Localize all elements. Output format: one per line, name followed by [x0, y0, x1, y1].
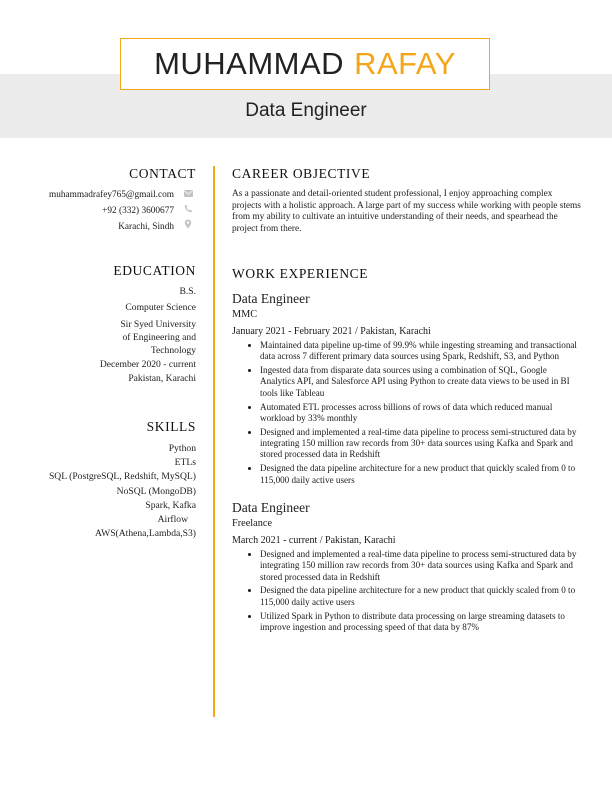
name-box: [120, 38, 490, 90]
objective-text: As a passionate and detail-oriented student professional, I enjoy approaching complex projects with a holistic approach. A large part of my success while working with people stems from my ability to cultivate an intuitive understanding of their needs, and spearhead the project from there.: [232, 189, 581, 234]
location-pin-icon: [180, 219, 196, 236]
education-location: Pakistan, Karachi: [128, 373, 196, 384]
contact-email-row: [49, 188, 196, 204]
job-bullets: [232, 340, 582, 486]
objective-section: [232, 166, 582, 235]
job-title-entry: Data Engineer: [232, 499, 310, 515]
contact-heading: CONTACT: [129, 166, 196, 181]
job-bullet: • Maintained data pipeline up-time of 99.9% while ingesting streaming and transactional data across 7 different primary data sources using Spark, Redshift, S3, and Python: [260, 340, 582, 363]
contact-section: [49, 166, 196, 236]
education-degree: B.S.: [179, 286, 196, 297]
last-name: RAFAY: [354, 46, 456, 81]
school-line: Technology: [150, 345, 196, 356]
contact-phone-row: [49, 204, 196, 220]
skill-item: Spark, Kafka: [145, 499, 196, 511]
education-school: [100, 318, 196, 357]
job-bullet: • Designed the data pipeline architecture for a new product that quickly scaled from 0 to 115,000 daily active users: [260, 463, 582, 486]
skill-item: AWS(Athena,Lambda,S3): [94, 528, 196, 540]
skill-item: Python: [168, 443, 196, 454]
job-bullet: • Ingested data from disparate data sources using a combination of SQL, Google Analytics API, and Salesforce API using Python to create data views to be used in BI tools like Tableau: [260, 365, 582, 399]
job-bullet: • Utilized Spark in Python to distribute data processing on large streaming datasets to improve ingestion and processing speed of that data by 87%: [260, 611, 582, 634]
skills-list: [49, 442, 196, 541]
envelope-icon: [180, 188, 196, 204]
job-title: Data Engineer: [245, 100, 367, 121]
skill-item: SQL (PostgreSQL, Redshift, MySQL): [48, 471, 196, 483]
job-title-entry: Data Engineer: [232, 291, 310, 306]
job-bullet: • Designed and implemented a real-time data pipeline to process semi-structured data by integrating 150 million raw records from 30+ data sources using Kafka and Spark and stored processed data in Redshift: [260, 427, 582, 461]
job-dates: January 2021 - February 2021 / Pakistan, Karachi: [232, 326, 431, 337]
job-bullets: [232, 549, 582, 633]
skill-item: NoSQL (MongoDB): [116, 485, 196, 497]
education-dates: December 2020 - current: [99, 359, 196, 370]
first-name: MUHAMMAD: [154, 46, 345, 81]
school-line: Sir Syed University: [120, 319, 196, 330]
skills-section: [49, 419, 196, 541]
job-entry: [232, 291, 582, 486]
job-bullet: • Designed and implemented a real-time data pipeline to process semi-structured data by integrating 150 million raw records from 30+ data sources using Kafka and Spark and stored processed data in Redshift: [260, 549, 582, 583]
section-divider: [213, 166, 215, 717]
job-company: MMC: [232, 309, 258, 320]
objective-heading: CAREER OBJECTIVE: [232, 166, 371, 181]
job-entry: [232, 500, 582, 633]
skill-item: ETLs: [174, 457, 196, 469]
skill-item: Airflow: [157, 514, 188, 526]
experience-section: [232, 266, 582, 636]
contact-phone: +92 (332) 3600677: [102, 205, 174, 216]
education-section: [100, 263, 196, 386]
school-line: of Engineering and: [122, 332, 196, 343]
contact-location-row: [49, 219, 196, 236]
job-bullet: • Designed the data pipeline architecture for a new product that quickly scaled from 0 to 115,000 daily active users: [260, 585, 582, 608]
experience-heading: WORK EXPERIENCE: [232, 266, 369, 281]
contact-location: Karachi, Sindh: [118, 221, 174, 232]
skills-heading: SKILLS: [146, 419, 196, 434]
job-company: Freelance: [232, 517, 273, 529]
job-dates: March 2021 - current / Pakistan, Karachi: [232, 534, 396, 546]
education-field: Computer Science: [125, 302, 196, 313]
education-heading: EDUCATION: [113, 263, 196, 278]
phone-icon: [180, 204, 196, 220]
contact-email: muhammadrafey765@gmail.com: [49, 190, 174, 200]
job-bullet: • Automated ETL processes across billions of rows of data which reduced manual workload by 33% monthly: [260, 402, 582, 425]
